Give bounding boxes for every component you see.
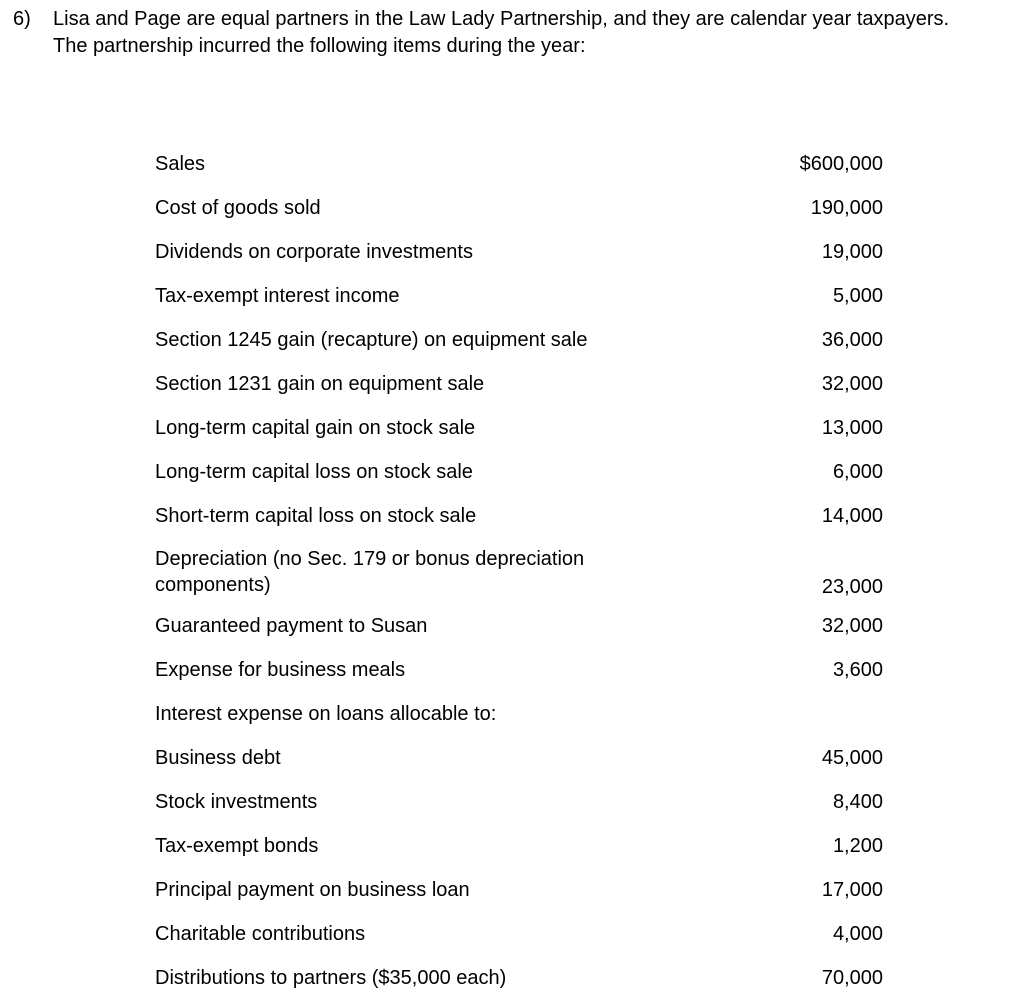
question-line-1 bbox=[13, 6, 1018, 33]
item-amount: 4,000 bbox=[832, 923, 883, 945]
question-intro: Lisa and Page are equal partners in the Law Lady Partnership, and they are calendar year taxpayers. bbox=[53, 8, 950, 30]
table-row bbox=[155, 326, 883, 370]
table-row bbox=[155, 656, 883, 700]
table-row bbox=[155, 238, 883, 282]
item-label: Guaranteed payment to Susan bbox=[155, 615, 428, 637]
item-amount: 45,000 bbox=[821, 747, 883, 769]
table-row bbox=[155, 458, 883, 502]
table-row bbox=[155, 546, 883, 612]
item-amount: 8,400 bbox=[832, 791, 883, 813]
item-amount: 190,000 bbox=[810, 197, 883, 219]
table-row bbox=[155, 700, 883, 744]
table-row bbox=[155, 964, 883, 1008]
item-label: Sales bbox=[155, 153, 206, 175]
item-label: Distributions to partners ($35,000 each) bbox=[155, 967, 507, 989]
table-row bbox=[155, 502, 883, 546]
question-text bbox=[13, 6, 1018, 60]
item-amount: 14,000 bbox=[821, 505, 883, 527]
item-label: Section 1231 gain on equipment sale bbox=[155, 373, 485, 395]
question-line-2 bbox=[13, 33, 1018, 60]
item-amount: 5,000 bbox=[832, 285, 883, 307]
table-row bbox=[155, 612, 883, 656]
item-amount: 17,000 bbox=[821, 879, 883, 901]
item-label: Long-term capital gain on stock sale bbox=[155, 417, 476, 439]
question-subtitle: The partnership incurred the following items during the year: bbox=[53, 35, 586, 57]
item-amount: 13,000 bbox=[821, 417, 883, 439]
item-label: Long-term capital loss on stock sale bbox=[155, 461, 473, 483]
item-label: Depreciation (no Sec. 179 or bonus depreciation components) bbox=[155, 548, 585, 596]
items-table bbox=[155, 150, 883, 1008]
item-label: Dividends on corporate investments bbox=[155, 241, 473, 263]
item-label: Cost of goods sold bbox=[155, 197, 321, 219]
item-amount: 23,000 bbox=[821, 576, 883, 598]
item-amount: 32,000 bbox=[821, 615, 883, 637]
item-amount: 32,000 bbox=[821, 373, 883, 395]
table-row bbox=[155, 832, 883, 876]
item-amount: 1,200 bbox=[832, 835, 883, 857]
item-label: Expense for business meals bbox=[155, 659, 406, 681]
item-label: Tax-exempt interest income bbox=[155, 285, 400, 307]
item-label: Stock investments bbox=[155, 791, 318, 813]
table-row bbox=[155, 370, 883, 414]
table-row bbox=[155, 194, 883, 238]
item-label: Tax-exempt bonds bbox=[155, 835, 319, 857]
item-label: Interest expense on loans allocable to: bbox=[155, 703, 497, 725]
item-label: Section 1245 gain (recapture) on equipment sale bbox=[155, 329, 588, 351]
item-label: Charitable contributions bbox=[155, 923, 366, 945]
table-row bbox=[155, 920, 883, 964]
question-number: 6) bbox=[13, 8, 31, 30]
table-row bbox=[155, 282, 883, 326]
table-row bbox=[155, 150, 883, 194]
table-row bbox=[155, 788, 883, 832]
item-amount: 19,000 bbox=[821, 241, 883, 263]
table-row bbox=[155, 876, 883, 920]
item-label: Short-term capital loss on stock sale bbox=[155, 505, 477, 527]
item-label: Business debt bbox=[155, 747, 281, 769]
item-amount: 3,600 bbox=[832, 659, 883, 681]
table-row bbox=[155, 744, 883, 788]
item-amount: 6,000 bbox=[832, 461, 883, 483]
item-label: Principal payment on business loan bbox=[155, 879, 470, 901]
table-row bbox=[155, 414, 883, 458]
item-amount: 70,000 bbox=[821, 967, 883, 989]
item-amount: 36,000 bbox=[821, 329, 883, 351]
item-amount: $600,000 bbox=[799, 153, 883, 175]
